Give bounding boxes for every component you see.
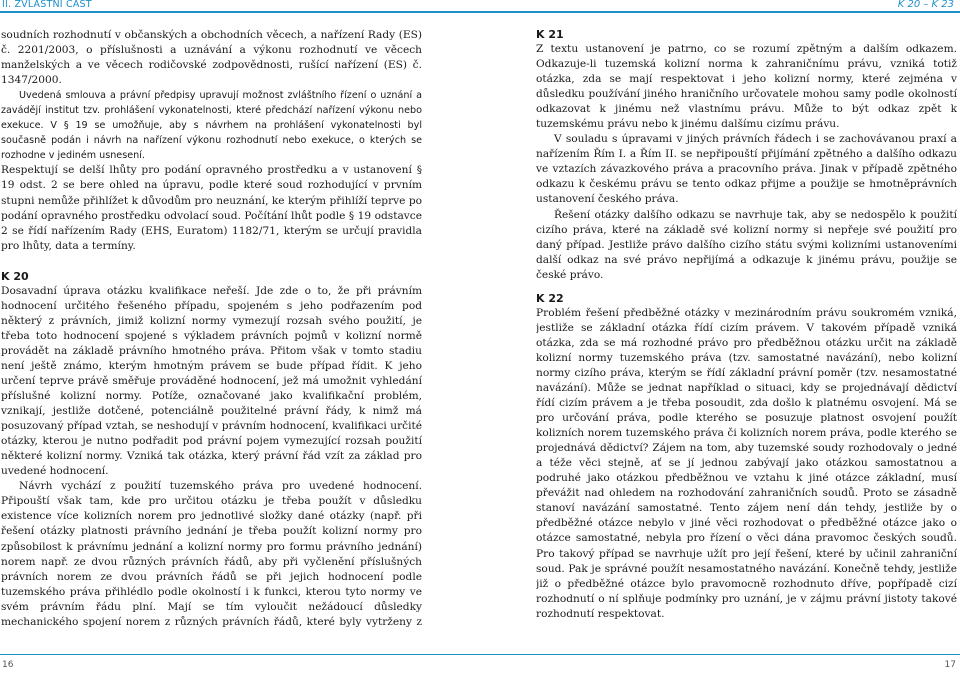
paragraph: Problém řešení předběžné otázky v mezinárodním právu soukromém vzniká, jestliže se základní otázka řídí cizím právem. V takovém případě vzniká otázka, zda se má rozhodné právo pro předběžnou otázku určit na základě kolizní normy tuzemského práva (tzv. samostatné navázání), nebo kolizní normy cizího práva, kterým se řídí základní právní poměr (tzv. nesamostatné navázání). Může se jednat například o situaci, kdy se projednávají dědictví řídí cizím právem a je třeba posoudit, zda došlo k platnému osvojení. Má se pro určování práva, podle kterého se posuzuje platnost osvojení použít kolizních norem tuzemského práva či kolizních norem práva, podle kterého se projednává dědictví? Zájem na tom, aby tuzemské soudy rozhodovaly o jedné a téže věci stejně, ať se jí jednou zabývají jako otázkou samostatnou a podruhé jako otázkou předběžnou ve vztahu k jiné otázce základní, musí převážit nad ohledem na rozhodování zahraničních soudů. Proto se zásadně stanoví navázání samostatné. Tento zájem není dán tehdy, jestliže by o předběžné otázce nebylo v jiné věci rozhodovat o předběžné otázce jako o otázce samostatné, nebyla pro řízení o věci dána pravomoc českých soudů. Pro takový případ se navrhuje užít pro její řešení, které by učinil zahraniční soud. Pak je správné použít nesamostatného navázání. Konečně tehdy, jestliže již o předběžné otázce bylo pravomocně rozhodnuto dříve, popřípadě cizí rozhodnutí o ní splňuje podmínky pro uznání, je v zájmu právní jistoty takové rozhodnutí respektovat. [536, 306, 957, 620]
section-heading-k21: K 21 [536, 28, 564, 41]
paragraph: Řešení otázky dalšího odkazu se navrhuje tak, aby se nedospělo k použití cizího práva, které na základě své kolizní normy si nepřeje své použití pro daný případ. Jestliže právo dalšího cizího státu svými kolizními ustanoveními další odkaz na své právo nepřijímá a odkazuje k jinému právu, použije se české právo. [536, 208, 957, 281]
section-heading-k20: K 20 [1, 269, 29, 283]
header-rule [0, 11, 960, 13]
paragraph: Dosavadní úprava otázku kvalifikace neřeší. Jde zde o to, že při právním hodnocení určitého řešeného případu, spojeném s jeho podřazením pod některý z právních, jimiž kolizní normy vymezují rozsah svého použití, je třeba toto hodnocení spojené s výkladem právních pojmů v kolizní normě provádět na základě právního hmotného práva. Přitom však v tomto stadiu není ještě známo, kterým hmotným právem se bude případ řídit. K jeho určení teprve právě směřuje prováděné hodnocení, jež má umožnit vyhledání příslušné kolizní normy. Potíže, označované jako kvalifikační problém, vznikají, jestliže dotčené, potenciálně použitelné právní řády, k nimž má posuzovaný případ vztah, se neshodují v právním hodnocení, kvalifikaci určité otázky, kterou je nutno podřadit pod právní pojem vymezující rozsah použití některé kolizní normy. Vzniká tak otázka, který právní řád vzít za základ pro uvedené hodnocení. [1, 284, 422, 478]
paragraph: Návrh vychází z použití tuzemského práva pro uvedené hodnocení. Připouští však tam, kde pro určitou otázku je třeba použít v důsledku existence více kolizních norem pro jednotlivé složky dané otázky (např. při řešení otázky platnosti právního jednání je třeba použít kolizní normy pro způsobilost k právnímu jednání a kolizní normy pro formu právního jednání) norem např. ze dvou různých právních řádů, aby při vyčlenění příslušných právních norem ze dvou právních řádů se při jejich hodnocení podle tuzemského práva přihlédlo podle okolností i k funkci, kterou tyto normy ve svém právním řádu plní. Mají se tím vyloučit nežádoucí důsledky mechanického spojení norem z různých právních řádů, které byly vytrženy z [1, 480, 422, 628]
paragraph: Z textu ustanovení je patrno, co se rozumí zpětným a dalším odkazem. Odkazuje-li tuzemská kolizní norma k zahraničnímu právu, vzniká totiž otázka, zda se mají respektovat i jeho kolizní normy, které zejména v důsledku používání jiného hraničního určovatele mohou samy podle okolností odkazovat k jinému než vlastnímu právu. Může to být odkaz zpět k tuzemskému právu nebo k jinému dalšímu cizímu právu. [536, 43, 957, 131]
left-column [1, 28, 422, 628]
paragraph: Uvedená smlouva a právní předpisy upravují možnost zvláštního řízení o uznání a zavádějí institut tzv. prohlášení vykonatelnosti, které předchází nařízení výkonu nebo exekuce. V § 19 se umožňuje, aby s návrhem na prohlášení vykonatelnosti byl současně podán i návrh na nařízení výkonu rozhodnutí nebo exekuce, o kterých se rozhodne v jediném usnesení. [1, 90, 422, 162]
page-footer [0, 660, 960, 674]
right-column [536, 27, 957, 627]
paragraph: soudních rozhodnutí v občanských a obchodních věcech, a nařízení Rady (ES) č. 2201/2003, o příslušnosti a uznávání a výkonu rozhodnutí ve věcech manželských a ve věcech rodičovské zodpovědnosti, rušící nařízení (ES) č. 1347/2000. [1, 29, 422, 87]
paragraph: V souladu s úpravami v jiných právních řádech i se zachovávanou praxí a nařízením Řím I. a Řím II. se nepřipouští přijímání zpětného a dalšího odkazu ve vztazích závazkového práva a pracovního práva. Jinak v případě zpětného odkazu k českému právu se tento odkaz přijme a použije se hmotněprávních ustanovení českého práva. [536, 133, 957, 206]
paragraph: Respektují se delší lhůty pro podání opravného prostředku a v ustanovení § 19 odst. 2 se bere ohled na úpravu, podle které soud rozhodující v prvním stupni nemůže přihlížet k důvodům pro neuznání, ke kterým přihlíží teprve po podání opravného prostředku odvolací soud. Počítání lhůt podle § 19 odstavce 2 se řídí nařízením Rady (EHS, Euratom) 1182/71, kterým se určují pravidla pro lhůty, data a termíny. [1, 164, 422, 252]
footer-rule [0, 654, 960, 655]
section-range: K 20 – K 23 [897, 0, 954, 10]
section-title: II. ZVLÁŠTNÍ ČÁST [2, 0, 92, 10]
section-heading-k22: K 22 [536, 291, 564, 305]
running-header [0, 0, 960, 13]
page-number-right: 17 [944, 660, 956, 670]
page-number-left: 16 [2, 660, 14, 670]
